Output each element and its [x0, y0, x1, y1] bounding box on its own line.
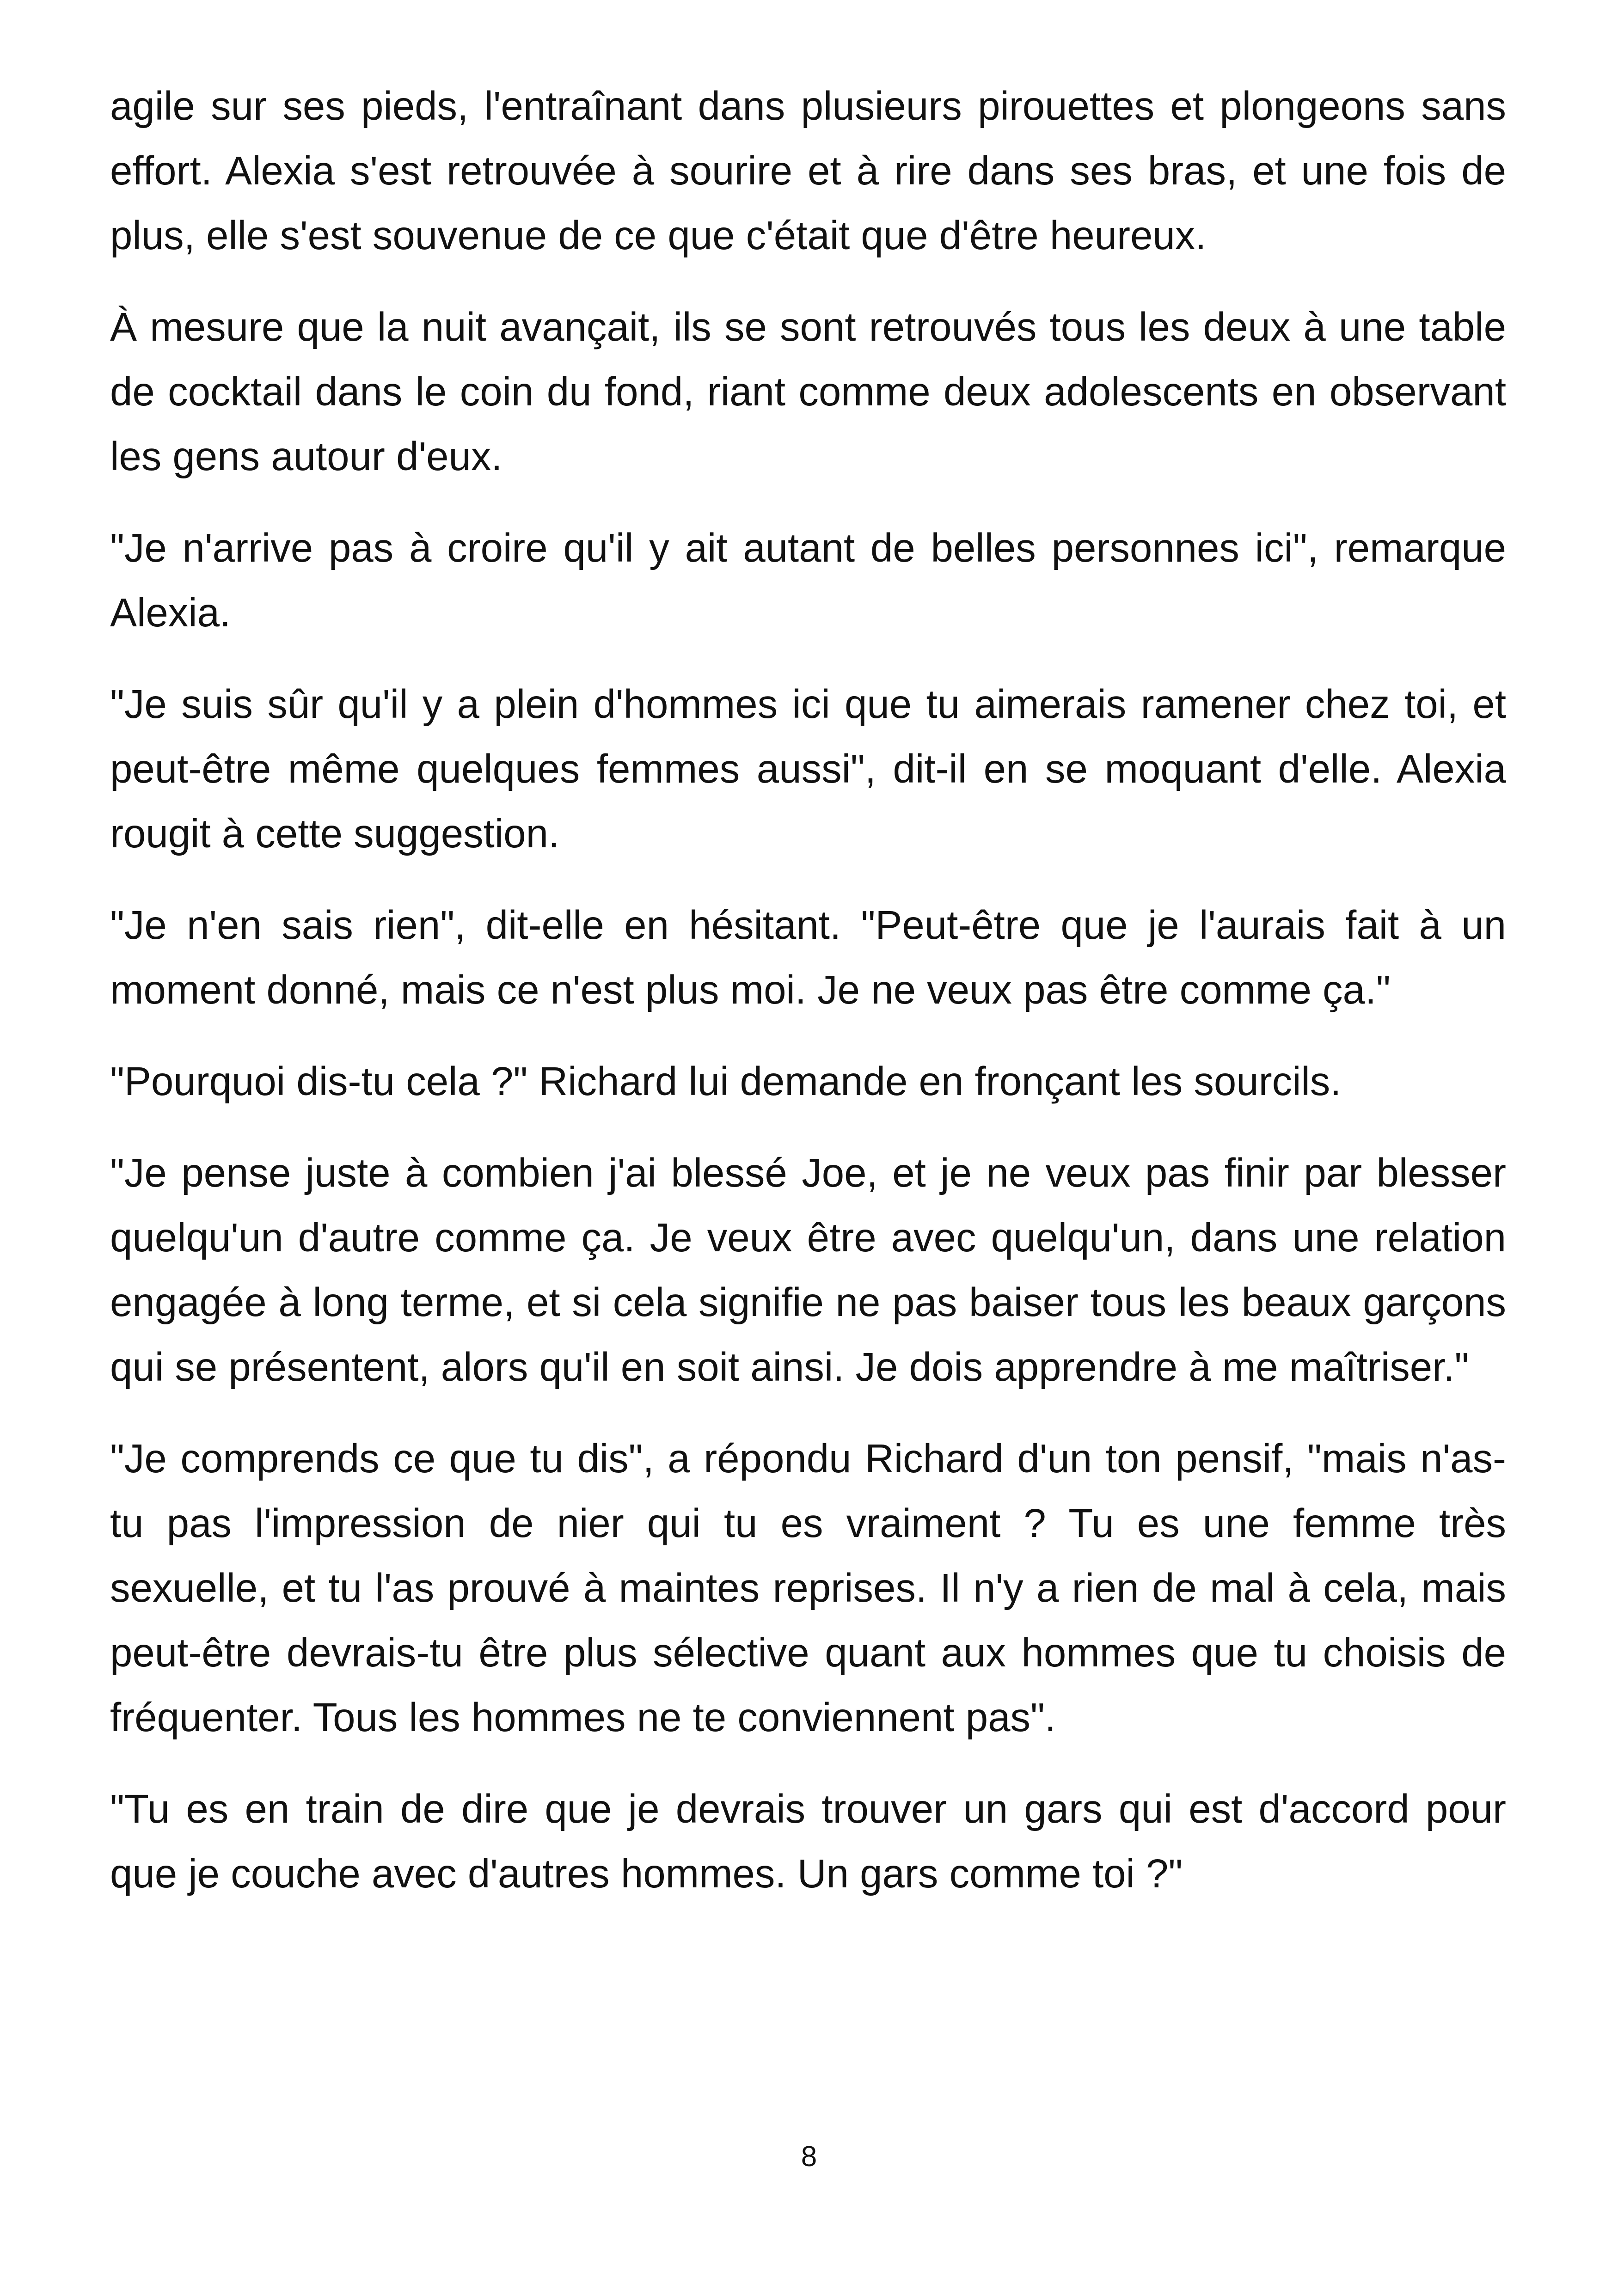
paragraph: "Tu es en train de dire que je devrais trouver un gars qui est d'accord pour que je couche avec d'autres hommes. Un gars comme toi ?": [110, 1787, 1506, 1896]
paragraph: "Je comprends ce que tu dis", a répondu Richard d'un ton pensif, "mais n'as-tu pas l'impression de nier qui tu es vraiment ? Tu es une femme très sexuelle, et tu l'as prouvé à maintes reprises. Il n'y a rien de mal à cela, mais peut-être devrais-tu être plus sélective quant aux hommes que tu choisis de fréquenter. Tous les hommes ne te conviennent pas".: [110, 1436, 1506, 1740]
paragraph: agile sur ses pieds, l'entraînant dans plusieurs pirouettes et plongeons sans effort. Alexia s'est retrouvée à sourire et à rire dans ses bras, et une fois de plus, elle s'est souvenue de ce que c'était que d'être heureux.: [110, 84, 1506, 258]
paragraph: À mesure que la nuit avançait, ils se sont retrouvés tous les deux à une table de cocktail dans le coin du fond, riant comme deux adolescents en observant les gens autour d'eux.: [110, 305, 1506, 479]
body-text: [110, 74, 1506, 1933]
paragraph: "Je n'en sais rien", dit-elle en hésitant. "Peut-être que je l'aurais fait à un moment donné, mais ce n'est plus moi. Je ne veux pas être comme ça.": [110, 903, 1506, 1012]
paragraph: "Je suis sûr qu'il y a plein d'hommes ici que tu aimerais ramener chez toi, et peut-être même quelques femmes aussi", dit-il en se moquant d'elle. Alexia rougit à cette suggestion.: [110, 682, 1506, 856]
paragraph: "Je pense juste à combien j'ai blessé Joe, et je ne veux pas finir par blesser quelqu'un d'autre comme ça. Je veux être avec quelqu'un, dans une relation engagée à long terme, et si cela signifie ne pas baiser tous les beaux garçons qui se présentent, alors qu'il en soit ainsi. Je dois apprendre à me maîtriser.": [110, 1151, 1506, 1390]
paragraph: "Pourquoi dis-tu cela ?" Richard lui demande en fronçant les sourcils.: [110, 1059, 1342, 1104]
page-number: 8: [801, 2141, 817, 2173]
paragraph: "Je n'arrive pas à croire qu'il y ait autant de belles personnes ici", remarque Alexia.: [110, 526, 1506, 635]
